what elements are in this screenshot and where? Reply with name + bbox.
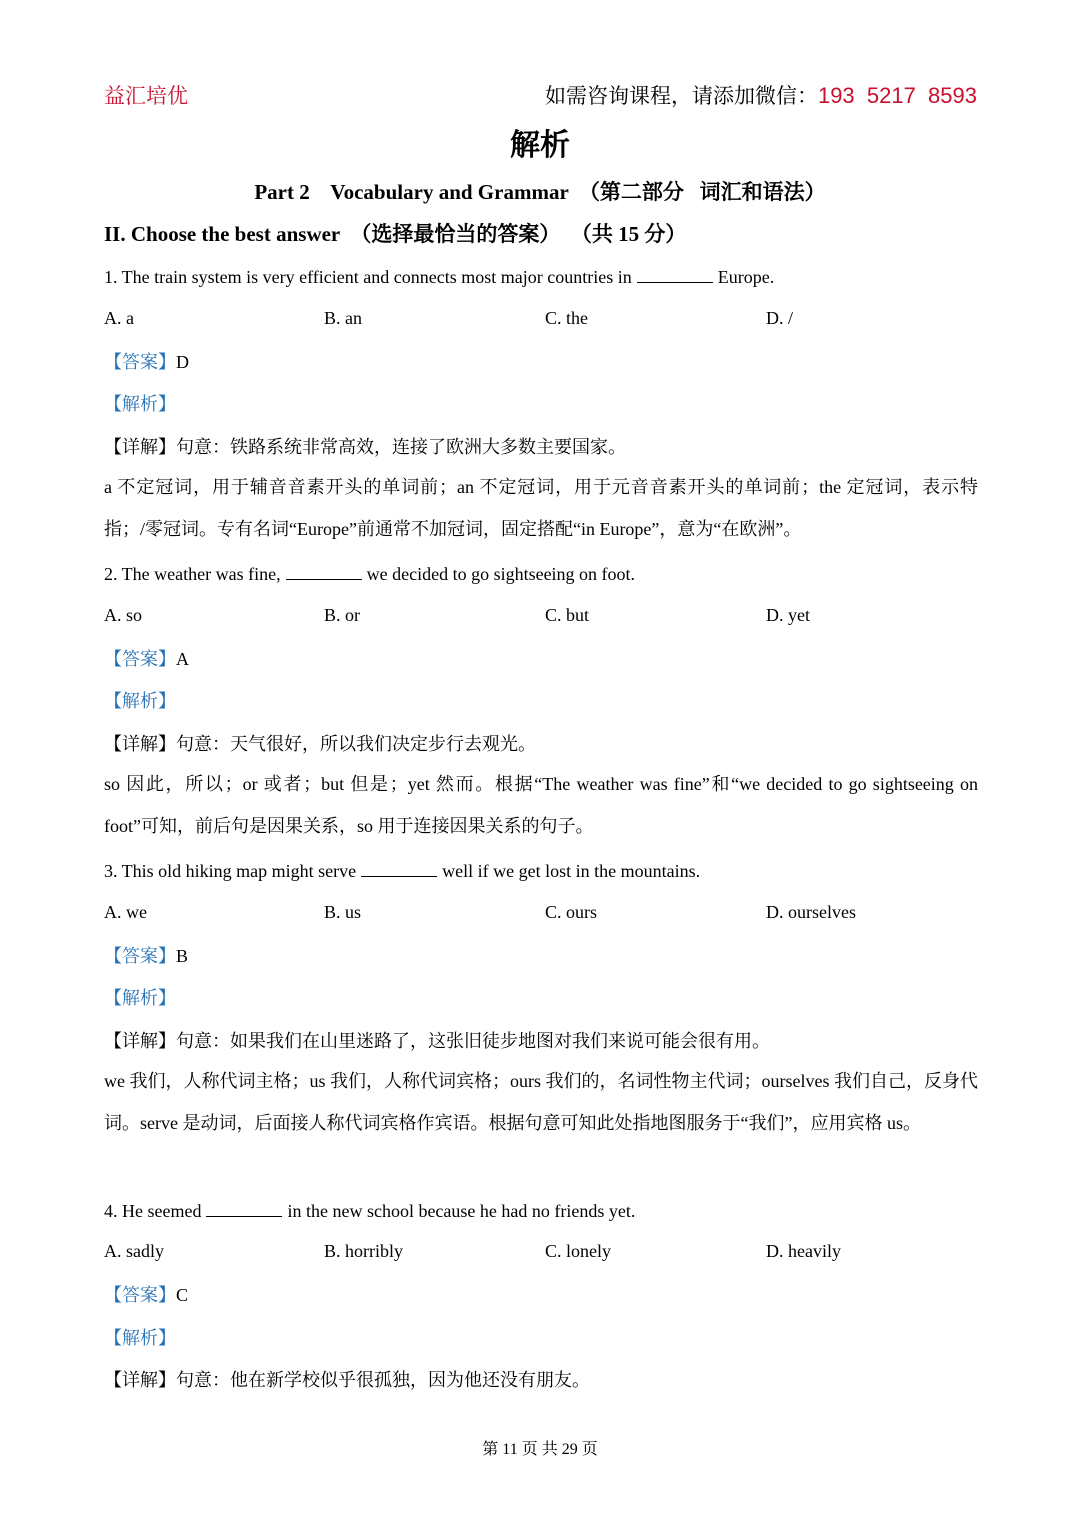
question-4-stem-before: 4. He seemed [104, 1201, 202, 1221]
contact-label: 如需咨询课程，请添加微信： [544, 84, 818, 108]
question-2-answer [104, 647, 189, 671]
detail-label: 【详解】 [104, 1370, 176, 1390]
question-2-stem-after: we decided to go sightseeing on foot. [366, 564, 636, 584]
question-1-analysis [104, 392, 176, 416]
question-2-detail [104, 732, 536, 756]
question-1-answer [104, 350, 189, 374]
question-2-analysis [104, 689, 176, 713]
analysis-label: 【解析】 [104, 988, 176, 1008]
question-3-answer [104, 944, 188, 968]
detail-label: 【详解】 [104, 1031, 176, 1051]
question-1-detail [104, 435, 626, 459]
question-3-detail [104, 1029, 770, 1053]
question-3-option-b: B. us [324, 902, 362, 922]
answer-blank [206, 1200, 282, 1217]
question-1-option-d: D. / [766, 308, 793, 328]
part-heading: Part 2 Vocabulary and Grammar （第二部分 词汇和语法） [254, 180, 826, 204]
question-2-explanation: so 因此，所以；or 或者；but 但是；yet 然而。根据“The weather was fine”和“we decided to go sightseeing on foot”可知，前后句是因果关系，so 用于连接因果关系的句子。 [104, 774, 978, 836]
question-4-stem [104, 1199, 635, 1223]
question-3-stem-after: well if we get lost in the mountains. [442, 861, 701, 881]
analysis-label: 【解析】 [104, 394, 176, 414]
answer-blank [637, 266, 713, 283]
contact-info [545, 80, 977, 110]
page-footer: 第 11 页 共 29 页 [482, 1441, 598, 1458]
question-4-stem-after: in the new school because he had no friends yet. [287, 1201, 636, 1221]
page-title: 解析 [510, 129, 570, 162]
question-1-answer-value: D [176, 352, 189, 372]
question-1-stem-before: 1. The train system is very efficient and connects most major countries in [104, 267, 632, 287]
question-1-option-b: B. an [324, 308, 362, 328]
question-3-detail-text: 句意：如果我们在山里迷路了，这张旧徒步地图对我们来说可能会很有用。 [176, 1031, 770, 1051]
question-1-explanation: a 不定冠词，用于辅音音素开头的单词前；an 不定冠词，用于元音音素开头的单词前；the 定冠词，表示特指；/零冠词。专有名词“Europe”前通常不加冠词，固定搭配“in Europe”，意为“在欧洲”。 [104, 477, 978, 539]
question-3-analysis [104, 986, 176, 1010]
question-3-option-a: A. we [104, 902, 147, 922]
question-1-stem [104, 265, 774, 289]
question-3-answer-value: B [176, 946, 189, 966]
question-2-option-c: C. but [545, 605, 590, 625]
section-heading: II. Choose the best answer （选择最恰当的答案） （共 15 分） [104, 222, 687, 246]
question-4-detail [104, 1368, 590, 1392]
question-2-option-d: D. yet [766, 605, 810, 625]
wechat-number: 193 5217 8593 [817, 83, 977, 108]
analysis-label: 【解析】 [104, 1328, 176, 1348]
answer-label: 【答案】 [104, 1285, 176, 1305]
question-4-option-d: D. heavily [766, 1241, 841, 1261]
question-4-option-b: B. horribly [324, 1241, 403, 1261]
question-1-detail-text: 句意：铁路系统非常高效，连接了欧洲大多数主要国家。 [176, 437, 626, 457]
answer-blank [286, 563, 362, 580]
question-2-option-a: A. so [104, 605, 143, 625]
question-4-detail-text: 句意：他在新学校似乎很孤独，因为他还没有朋友。 [176, 1370, 590, 1390]
question-2-detail-text: 句意：天气很好，所以我们决定步行去观光。 [176, 734, 536, 754]
question-2-option-b: B. or [324, 605, 360, 625]
question-4-analysis [104, 1326, 176, 1350]
question-2-stem-before: 2. The weather was fine, [104, 564, 281, 584]
question-1-option-c: C. the [545, 308, 588, 328]
detail-label: 【详解】 [104, 734, 176, 754]
question-3-option-c: C. ours [545, 902, 598, 922]
question-2-stem [104, 562, 635, 586]
question-1-stem-after: Europe. [717, 267, 775, 287]
question-3-stem-before: 3. This old hiking map might serve [104, 861, 357, 881]
analysis-label: 【解析】 [104, 691, 176, 711]
question-4-answer-value: C [176, 1285, 189, 1305]
question-4-option-a: A. sadly [104, 1241, 164, 1261]
answer-label: 【答案】 [104, 352, 176, 372]
answer-label: 【答案】 [104, 946, 176, 966]
question-3-option-d: D. ourselves [766, 902, 856, 922]
question-3-explanation: we 我们，人称代词主格；us 我们，人称代词宾格；ours 我们的，名词性物主代词；ourselves 我们自己，反身代词。serve 是动词，后面接人称代词宾格作宾语。根据句意可知此处指地图服务于“我们”，应用宾格 us。 [104, 1071, 978, 1133]
brand-name: 益汇培优 [104, 84, 188, 108]
question-1-option-a: A. a [104, 308, 134, 328]
question-4-answer [104, 1283, 188, 1307]
answer-blank [361, 860, 437, 877]
question-4-option-c: C. lonely [545, 1241, 611, 1261]
question-2-answer-value: A [176, 649, 189, 669]
question-3-stem [104, 859, 700, 883]
answer-label: 【答案】 [104, 649, 176, 669]
detail-label: 【详解】 [104, 437, 176, 457]
